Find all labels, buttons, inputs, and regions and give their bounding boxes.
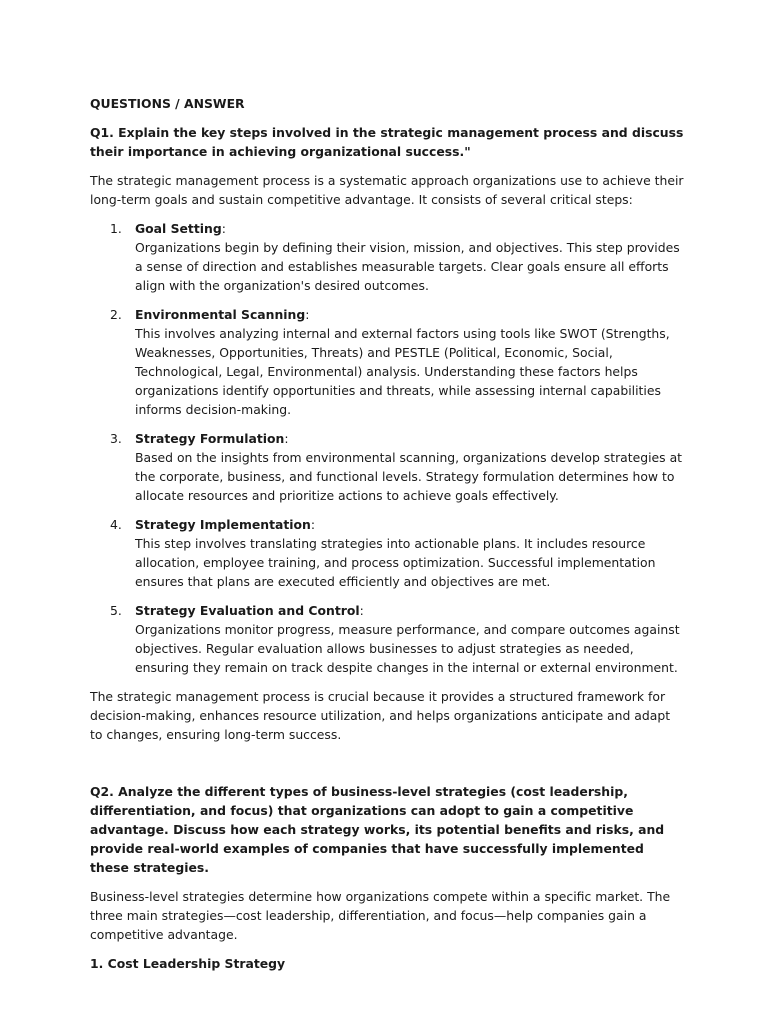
step-number: 3.	[110, 431, 122, 446]
list-item: 3. Strategy Formulation: Based on the insights from environmental scanning, organizations develop strategies at the corporate, business, and functional levels. Strategy formulation determines how to allocate resources and prioritize actions to achieve goals effectively.	[110, 431, 683, 503]
step-body: Organizations begin by defining their vision, mission, and objectives. This step provides a sense of direction and establishes measurable targets. Clear goals ensure all efforts align with the organization's desired outcomes.	[135, 240, 680, 293]
list-item: 5. Strategy Evaluation and Control: Organizations monitor progress, measure performance, and compare outcomes against objectives. Regular evaluation allows businesses to adjust strategies as needed, ensuring they remain on track despite changes in the internal or external environment.	[110, 603, 680, 675]
list-item: 2. Environmental Scanning: This involves analyzing internal and external factors using tools like SWOT (Strengths, Weaknesses, Opportunities, Threats) and PESTLE (Political, Economic, Social, Technological, Legal, Environmental) analysis. Understanding these factors helps organizations identify opportunities and threats, while assessing internal capabilities informs decision-making.	[110, 307, 670, 417]
cost-leadership-subheading: 1. Cost Leadership Strategy	[90, 956, 286, 971]
q2-intro-paragraph: Business-level strategies determine how organizations compete within a specific market. The three main strategies—cost leadership, differentiation, and focus—help companies gain a competitive advantage.	[90, 889, 671, 942]
q1-conclusion-paragraph: The strategic management process is crucial because it provides a structured framework for decision-making, enhances resource utilization, and helps organizations anticipate and adapt to changes, ensuring long-term success.	[90, 689, 671, 742]
step-body: This involves analyzing internal and external factors using tools like SWOT (Strengths, Weaknesses, Opportunities, Threats) and PESTLE (Political, Economic, Social, Technological, Legal, Environmental) analysis. Understanding these factors helps organizations identify opportunities and threats, while assessing internal capabilities informs decision-making.	[135, 326, 670, 417]
step-title: Goal Setting	[135, 221, 222, 236]
step-number: 1.	[110, 221, 122, 236]
step-title: Strategy Evaluation and Control	[135, 603, 360, 618]
section-spacer	[90, 754, 685, 782]
document-heading: QUESTIONS / ANSWER	[90, 96, 245, 111]
step-body: This step involves translating strategies into actionable plans. It includes resource allocation, employee training, and process optimization. Successful implementation ensures that plans are executed efficiently and objectives are met.	[135, 536, 656, 589]
step-title: Environmental Scanning	[135, 307, 306, 322]
list-item: 4. Strategy Implementation: This step involves translating strategies into actionable plans. It includes resource allocation, employee training, and process optimization. Successful implementation ensures that plans are executed efficiently and objectives are met.	[110, 517, 656, 589]
step-body: Organizations monitor progress, measure performance, and compare outcomes against objectives. Regular evaluation allows businesses to adjust strategies as needed, ensuring they remain on track despite changes in the internal or external environment.	[135, 622, 680, 675]
document-content	[90, 94, 685, 973]
step-number: 2.	[110, 307, 122, 322]
step-number: 4.	[110, 517, 122, 532]
question-2: Q2. Analyze the different types of business-level strategies (cost leadership, differentiation, and focus) that organizations can adopt to gain a competitive advantage. Discuss how each strategy works, its potential benefits and risks, and provide real-world examples of companies that have successfully implemented these strategies.	[90, 784, 665, 875]
step-title: Strategy Formulation	[135, 431, 285, 446]
step-number: 5.	[110, 603, 122, 618]
step-title: Strategy Implementation	[135, 517, 311, 532]
step-body: Based on the insights from environmental scanning, organizations develop strategies at the corporate, business, and functional levels. Strategy formulation determines how to allocate resources and prioritize actions to achieve goals effectively.	[135, 450, 683, 503]
q1-intro-paragraph: The strategic management process is a systematic approach organizations use to achieve their long-term goals and sustain competitive advantage. It consists of several critical steps:	[90, 173, 684, 207]
list-item: 1. Goal Setting: Organizations begin by defining their vision, mission, and objectives. This step provides a sense of direction and establishes measurable targets. Clear goals ensure all efforts align with the organization's desired outcomes.	[110, 221, 680, 293]
question-1: Q1. Explain the key steps involved in the strategic management process and discuss their importance in achieving organizational success."	[90, 125, 684, 159]
strategic-steps-list	[90, 219, 685, 677]
